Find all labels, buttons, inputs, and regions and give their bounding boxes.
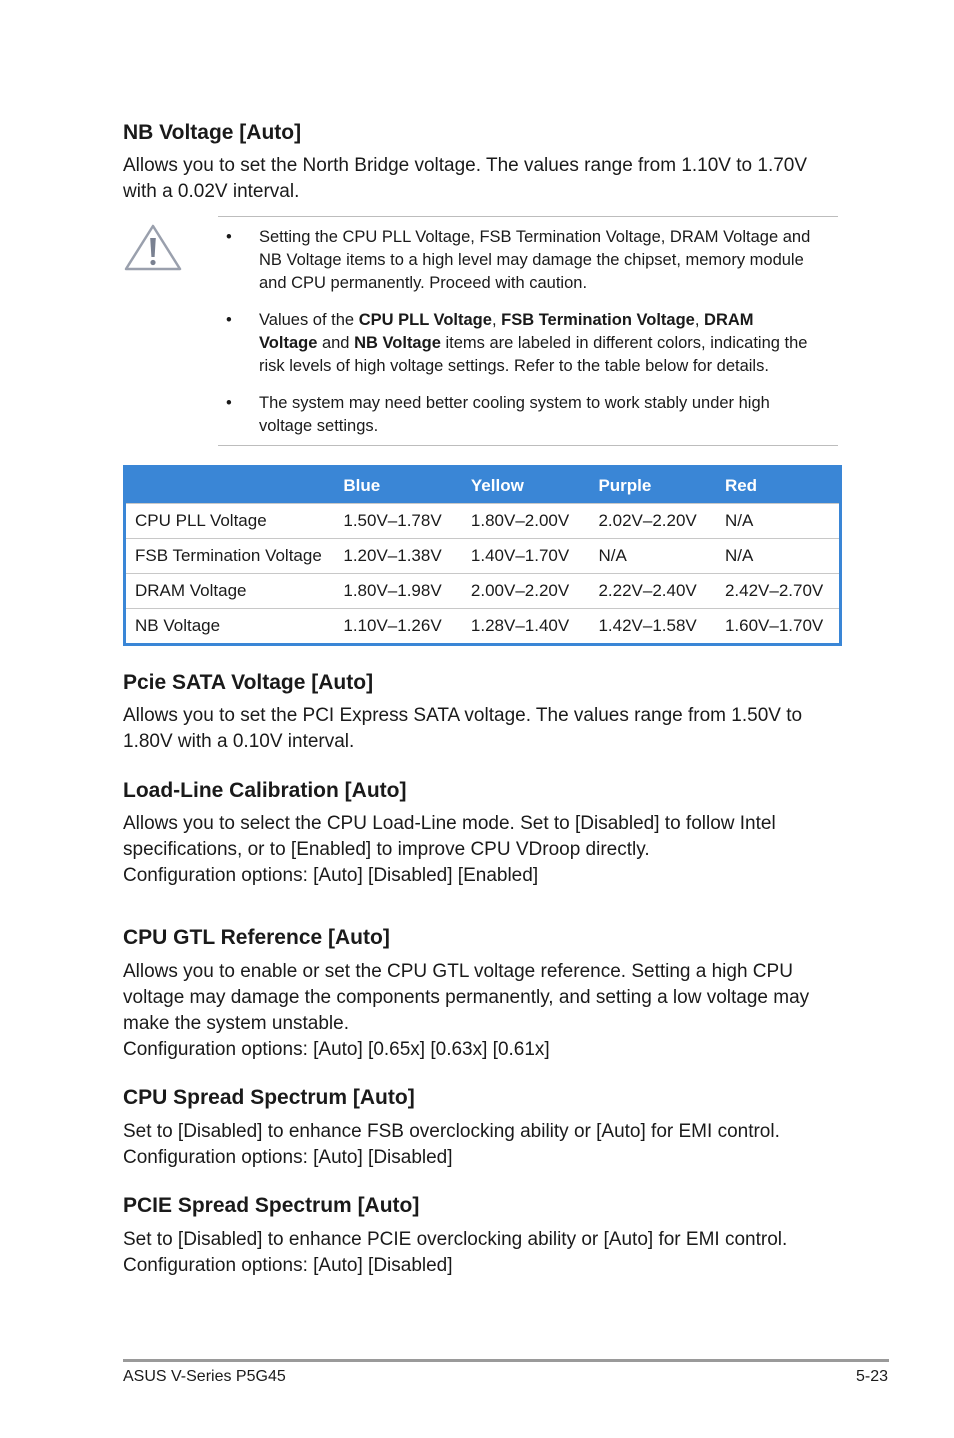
table-cell: N/A <box>716 504 841 539</box>
footer-product-name: ASUS V-Series P5G45 <box>123 1368 286 1385</box>
load-line-calibration-description <box>123 811 843 889</box>
text-run: , <box>694 311 705 329</box>
text-run: Values of the <box>259 311 359 329</box>
warning-top-divider <box>218 216 838 217</box>
voltage-color-table <box>123 465 842 646</box>
text-line: specifications, or to [Enabled] to improve CPU VDroop directly. <box>123 839 650 860</box>
text-line: Allows you to set the North Bridge voltage. The values range from 1.10V to 1.70V <box>123 155 808 176</box>
text-line: Configuration options: [Auto] [Disabled] <box>123 1147 453 1168</box>
bold-term-fsb: FSB Termination Voltage <box>501 311 695 329</box>
table-cell: N/A <box>716 539 841 574</box>
table-cell: 1.80V–2.00V <box>462 504 590 539</box>
bold-term-voltage: Voltage <box>259 334 318 352</box>
cpu-gtl-reference-description <box>123 959 843 1063</box>
nb-voltage-description <box>123 153 843 205</box>
footer-page-number: 5-23 <box>855 1368 888 1385</box>
bullet-dot: • <box>226 228 232 246</box>
table-cell: N/A <box>589 539 716 574</box>
bullet-dot: • <box>226 394 232 412</box>
cpu-spread-spectrum-heading: CPU Spread Spectrum [Auto] <box>123 1086 415 1109</box>
pcie-spread-spectrum-description <box>123 1227 843 1279</box>
text-run: , <box>491 311 502 329</box>
text-line: Setting the CPU PLL Voltage, FSB Termination Voltage, DRAM Voltage and <box>259 228 811 246</box>
bullet-dot: • <box>226 311 232 329</box>
table-row <box>125 574 841 609</box>
table-cell: DRAM Voltage <box>125 574 335 609</box>
cpu-gtl-reference-heading: CPU GTL Reference [Auto] <box>123 926 390 949</box>
text-line: Set to [Disabled] to enhance PCIE overclocking ability or [Auto] for EMI control. <box>123 1229 788 1250</box>
text-line: The system may need better cooling system to work stably under high <box>259 394 770 412</box>
table-cell: 1.40V–1.70V <box>462 539 590 574</box>
table-row <box>125 504 841 539</box>
text-line: Allows you to set the PCI Express SATA voltage. The values range from 1.50V to <box>123 705 803 726</box>
text-line: and CPU permanently. Proceed with caution. <box>259 274 588 292</box>
text-line: Configuration options: [Auto] [Disabled] <box>123 1255 453 1276</box>
nb-voltage-heading: NB Voltage [Auto] <box>123 121 302 144</box>
table-cell: 1.60V–1.70V <box>716 609 841 645</box>
bold-term-cpu-pll: CPU PLL Voltage <box>358 311 492 329</box>
table-row <box>125 539 841 574</box>
text-line: Set to [Disabled] to enhance FSB overclocking ability or [Auto] for EMI control. <box>123 1121 780 1142</box>
column-header-blue: Blue <box>334 467 462 504</box>
table-cell: CPU PLL Voltage <box>125 504 335 539</box>
table-row <box>125 609 841 645</box>
text-line: Allows you to select the CPU Load-Line mode. Set to [Disabled] to follow Intel <box>123 813 776 834</box>
table-cell: 1.20V–1.38V <box>334 539 462 574</box>
column-header-purple: Purple <box>589 467 716 504</box>
bold-term-nb: NB Voltage <box>354 334 441 352</box>
text-line: risk levels of high voltage settings. Refer to the table below for details. <box>259 357 769 375</box>
table-cell: 1.42V–1.58V <box>589 609 716 645</box>
table-header-row <box>125 467 841 504</box>
text-line: voltage may damage the components permanently, and setting a low voltage may <box>123 987 810 1008</box>
column-header <box>125 467 335 504</box>
table-cell: 1.80V–1.98V <box>334 574 462 609</box>
table-cell: 2.00V–2.20V <box>462 574 590 609</box>
table-cell: 1.50V–1.78V <box>334 504 462 539</box>
column-header-red: Red <box>716 467 841 504</box>
table-cell: 1.10V–1.26V <box>334 609 462 645</box>
table-cell: NB Voltage <box>125 609 335 645</box>
text-line: voltage settings. <box>259 417 379 435</box>
text-line: NB Voltage items to a high level may damage the chipset, memory module <box>259 251 804 269</box>
text-line: Configuration options: [Auto] [Disabled] [Enabled] <box>123 865 539 886</box>
text-line: 1.80V with a 0.10V interval. <box>123 731 355 752</box>
text-line: Configuration options: [Auto] [0.65x] [0.63x] [0.61x] <box>123 1039 550 1060</box>
pcie-sata-voltage-heading: Pcie SATA Voltage [Auto] <box>123 671 374 694</box>
table-cell: 2.42V–2.70V <box>716 574 841 609</box>
text-line: with a 0.02V interval. <box>123 181 300 202</box>
text-run: and <box>317 334 355 352</box>
load-line-calibration-heading: Load-Line Calibration [Auto] <box>123 779 407 802</box>
table-cell: 2.02V–2.20V <box>589 504 716 539</box>
warning-triangle-icon <box>124 224 182 272</box>
footer-divider <box>123 1359 889 1362</box>
table-cell: FSB Termination Voltage <box>125 539 335 574</box>
pcie-spread-spectrum-heading: PCIE Spread Spectrum [Auto] <box>123 1194 420 1217</box>
text-line: Allows you to enable or set the CPU GTL voltage reference. Setting a high CPU <box>123 961 793 982</box>
cpu-spread-spectrum-description <box>123 1119 843 1171</box>
bold-term-dram: DRAM <box>704 311 754 329</box>
text-run: items are labeled in different colors, indicating the <box>440 334 808 352</box>
table-cell: 1.28V–1.40V <box>462 609 590 645</box>
text-line: make the system unstable. <box>123 1013 349 1034</box>
warning-bottom-divider <box>218 445 838 446</box>
column-header-yellow: Yellow <box>462 467 590 504</box>
pcie-sata-voltage-description <box>123 703 843 755</box>
table-cell: 2.22V–2.40V <box>589 574 716 609</box>
